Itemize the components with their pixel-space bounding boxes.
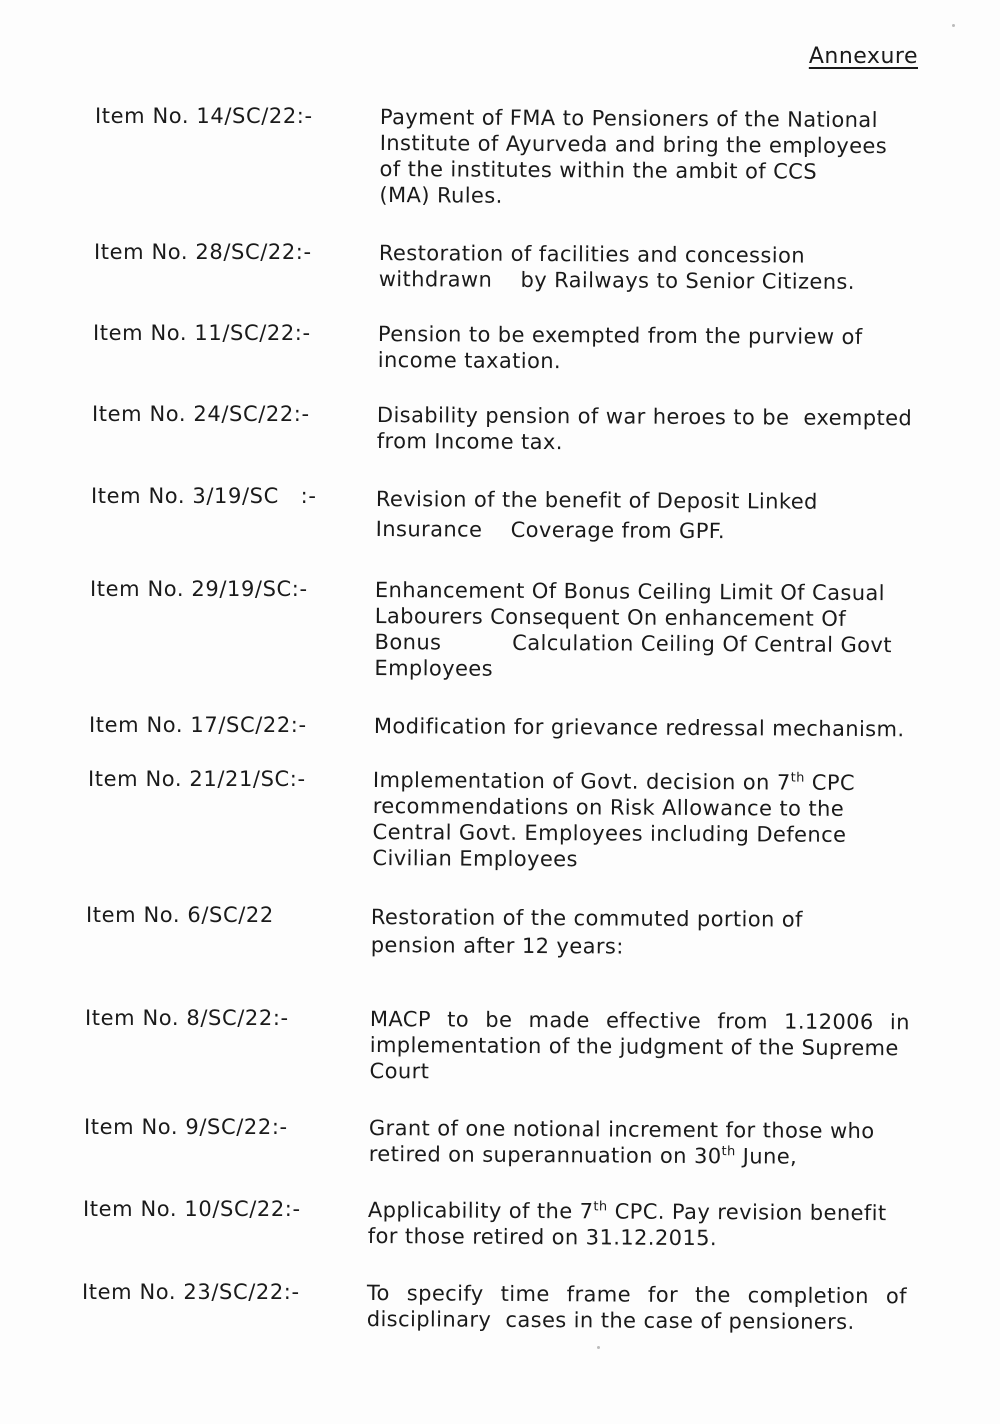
description-line: Payment of FMA to Pensioners of the National xyxy=(379,104,878,133)
line-text: Applicability of the 7 xyxy=(367,1198,594,1224)
description-line: Bonus Calculation Ceiling Of Central Govt xyxy=(374,629,892,658)
item-number: Item No. 23/SC/22:- xyxy=(82,1280,300,1304)
ordinal-suffix: th xyxy=(790,770,805,786)
line-text: June, xyxy=(735,1144,798,1169)
item-description xyxy=(376,484,916,547)
item-number: Item No. 17/SC/22:- xyxy=(89,713,307,737)
description-line: for those retired on 31.12.2015. xyxy=(367,1223,718,1251)
description-line xyxy=(373,767,913,796)
item-description xyxy=(379,104,920,211)
description-line: of the institutes within the ambit of CCS xyxy=(379,156,818,184)
item-description xyxy=(367,1280,907,1335)
item-description xyxy=(372,767,913,874)
item-description xyxy=(374,713,914,742)
item-number: Item No. 28/SC/22:- xyxy=(94,240,312,264)
line-text: retired on superannuation on 30 xyxy=(368,1141,722,1169)
item-description xyxy=(374,577,915,684)
description-line: (MA) Rules. xyxy=(379,182,503,208)
item-number: Item No. 14/SC/22:- xyxy=(95,104,313,128)
item-number: Item No. 21/21/SC:- xyxy=(88,767,306,791)
item-number: Item No. 8/SC/22:- xyxy=(85,1006,289,1030)
description-line: Court xyxy=(369,1058,430,1084)
item-number: Item No. 24/SC/22:- xyxy=(92,402,310,426)
description-line: Grant of one notional increment for those who xyxy=(368,1116,875,1144)
item-number: Item No. 11/SC/22:- xyxy=(93,321,311,345)
ordinal-suffix: th xyxy=(593,1199,608,1215)
ordinal-suffix: th xyxy=(721,1144,736,1160)
description-line: implementation of the judgment of the Supreme xyxy=(369,1032,899,1061)
description-line: Revision of the benefit of Deposit Linked xyxy=(375,486,818,514)
description-line: Enhancement Of Bonus Ceiling Limit Of Casual xyxy=(374,578,886,606)
scan-speck xyxy=(597,1346,600,1349)
description-line: recommendations on Risk Allowance to the xyxy=(372,793,845,821)
item-number: Item No. 29/19/SC:- xyxy=(90,577,308,601)
description-line: Restoration of facilities and concession xyxy=(378,240,806,268)
description-line: Employees xyxy=(374,655,494,681)
item-number: Item No. 3/19/SC :- xyxy=(91,484,317,508)
description-line: from Income tax. xyxy=(376,428,563,455)
line-text: Implementation of Govt. decision on 7 xyxy=(372,768,791,795)
item-number: Item No. 6/SC/22 xyxy=(86,903,274,927)
description-line: Restoration of the commuted portion of xyxy=(370,904,803,932)
description-line: disciplinary cases in the case of pensioners. xyxy=(366,1306,855,1334)
item-description xyxy=(370,1006,910,1087)
description-line: Disability pension of war heroes to be exempted xyxy=(376,402,913,431)
description-line: Civilian Employees xyxy=(372,845,578,872)
item-description xyxy=(377,402,917,457)
description-line: Central Govt. Employees including Defence xyxy=(372,819,847,847)
item-number: Item No. 9/SC/22:- xyxy=(84,1115,288,1139)
description-line: Institute of Ayurveda and bring the employees xyxy=(379,130,888,159)
item-description xyxy=(371,903,911,962)
description-line: Labourers Consequent On enhancement Of xyxy=(374,603,847,631)
description-line xyxy=(369,1141,909,1170)
description-line: Insurance Coverage from GPF. xyxy=(375,516,726,544)
description-line: Pension to be exempted from the purview of xyxy=(377,321,863,349)
description-line: pension after 12 years: xyxy=(370,932,624,959)
item-description xyxy=(378,321,918,376)
description-line: Modification for grievance redressal mechanism. xyxy=(373,714,905,742)
description-line xyxy=(368,1197,908,1226)
description-line: To specify time frame for the completion of xyxy=(366,1281,907,1309)
annexure-heading: Annexure xyxy=(808,44,918,69)
description-line: withdrawn by Railways to Senior Citizens. xyxy=(378,266,855,294)
description-line: income taxation. xyxy=(377,347,562,374)
item-number: Item No. 10/SC/22:- xyxy=(83,1197,301,1221)
line-text: CPC. Pay revision benefit xyxy=(607,1199,887,1226)
item-description xyxy=(379,240,919,295)
description-line: MACP to be made effective from 1.12006 in xyxy=(369,1007,910,1035)
item-description xyxy=(369,1115,909,1170)
item-description xyxy=(368,1197,908,1252)
scan-speck xyxy=(952,24,955,27)
line-text: CPC xyxy=(804,770,856,795)
